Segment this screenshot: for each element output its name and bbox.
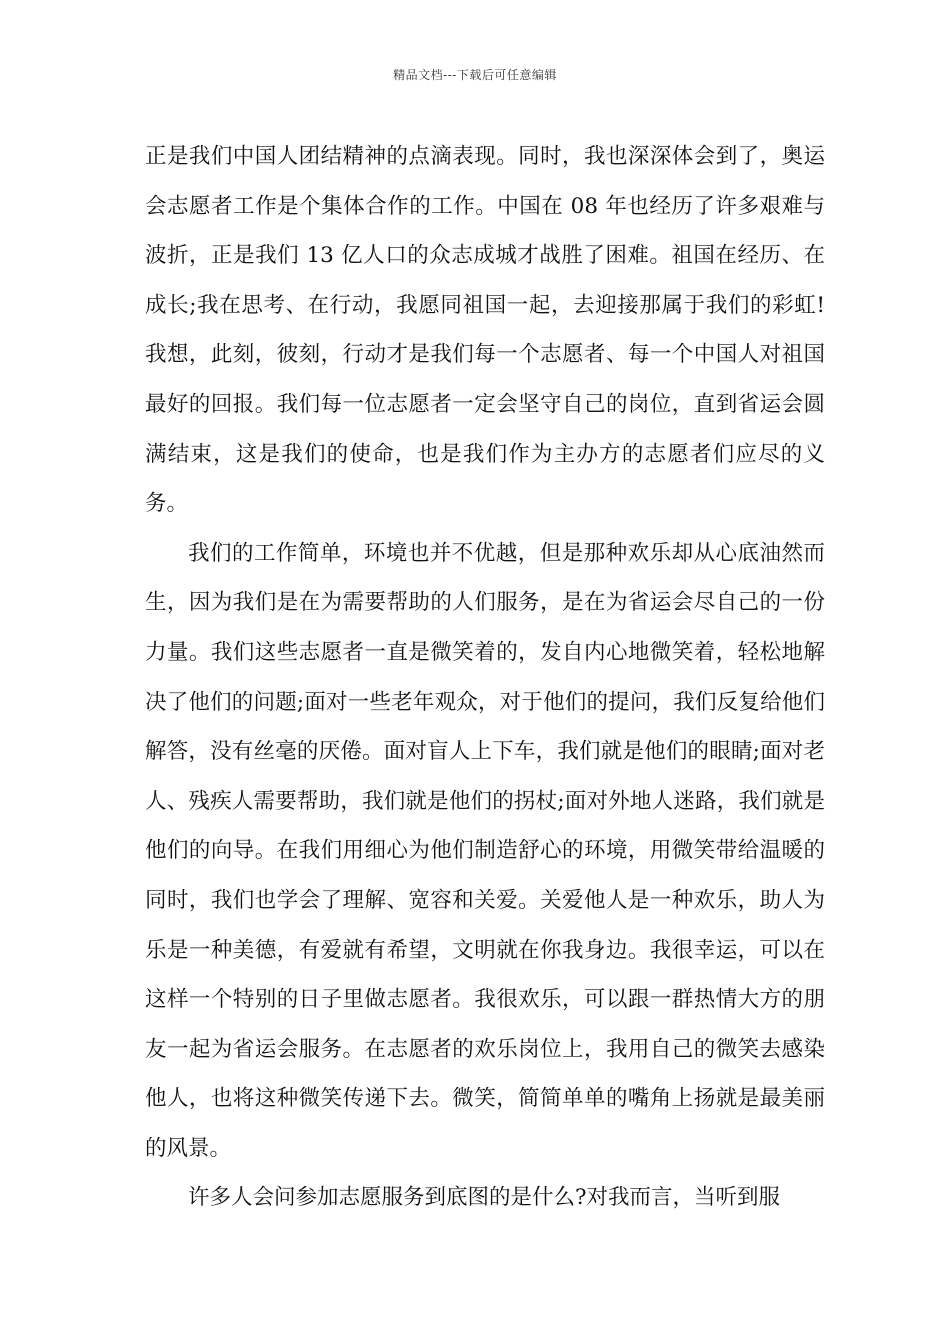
running-header: 精品文档---下载后可任意编辑: [393, 68, 557, 82]
paragraph-continuation: 正是我们中国人团结精神的点滴表现。同时，我也深深体会到了，奥运会志愿者工作是个集体合作的工作。中国在 08 年也经历了许多艰难与波折，正是我们 13 亿人口的众志成城才战胜了困难。祖国在经历、在成长;我在思考、在行动，我愿同祖国一起，去迎接那属于我们的彩虹!我想，此刻，彼刻，行动才是我们每一个志愿者、每一个中国人对祖国最好的回报。我们每一位志愿者一定会坚守自己的岗位，直到省运会圆满结束，这是我们的使命，也是我们作为主办方的志愿者们应尽的义务。: [145, 144, 825, 517]
paragraph-volunteer-meaning: 许多人会问参加志愿服务到底图的是什么?对我而言，当听到服: [188, 1185, 781, 1211]
document-body: [145, 132, 825, 1223]
paragraph-volunteer-work: 我们的工作简单，环境也并不优越，但是那种欢乐却从心底油然而生，因为我们是在为需要帮助的人们服务，是在为省运会尽自己的一份力量。我们这些志愿者一直是微笑着的，发自内心地微笑着，轻松地解决了他们的问题;面对一些老年观众，对于他们的提问，我们反复给他们解答，没有丝毫的厌倦。面对盲人上下车，我们就是他们的眼睛;面对老人、残疾人需要帮助，我们就是他们的拐杖;面对外地人迷路，我们就是他们的向导。在我们用细心为他们制造舒心的环境，用微笑带给温暖的同时，我们也学会了理解、宽容和关爱。关爱他人是一种欢乐，助人为乐是一种美德，有爱就有希望，文明就在你我身边。我很幸运，可以在这样一个特别的日子里做志愿者。我很欢乐，可以跟一群热情大方的朋友一起为省运会服务。在志愿者的欢乐岗位上，我用自己的微笑去感染他人，也将这种微笑传递下去。微笑，简简单单的嘴角上扬就是最美丽的风景。: [145, 540, 825, 1161]
